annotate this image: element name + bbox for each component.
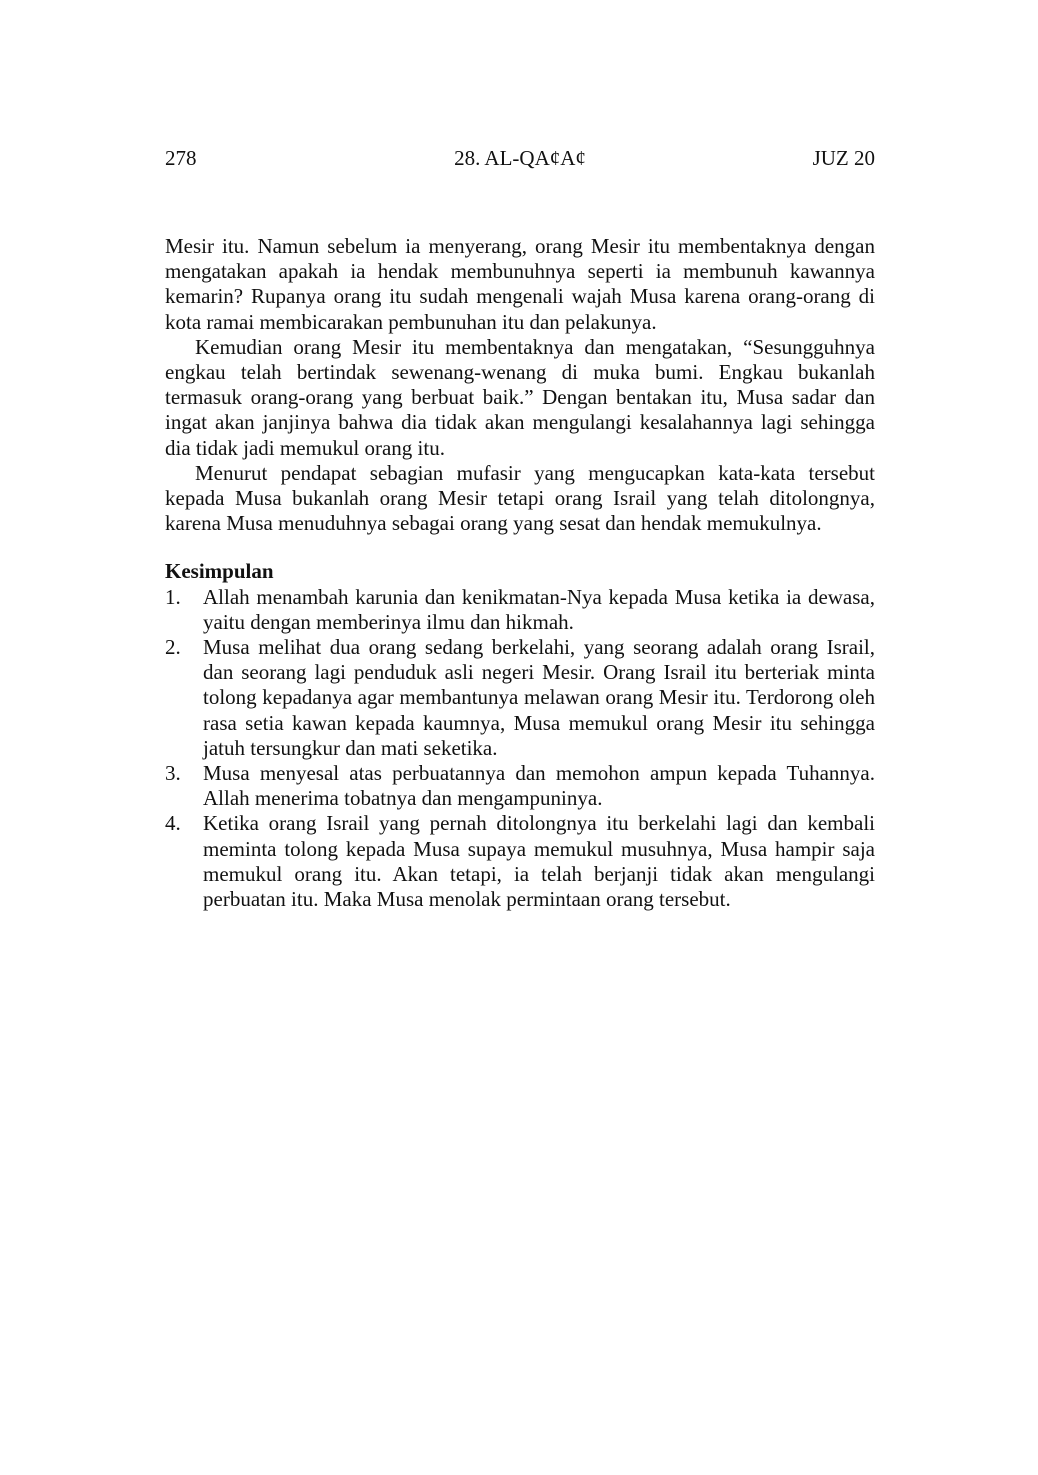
list-item-text: Ketika orang Israil yang pernah ditolongnya itu berkelahi lagi dan kembali meminta tolong kepada Musa supaya memukul musuhnya, Musa hampir saja memukul orang itu. Akan tetapi, ia telah berjanji tidak akan mengulangi perbuatan itu. Maka Musa menolak permintaan orang tersebut. <box>203 811 875 912</box>
juz-label: JUZ 20 <box>812 146 875 170</box>
paragraph: Mesir itu. Namun sebelum ia menyerang, orang Mesir itu membentaknya dengan mengatakan apakah ia hendak membunuhnya seperti ia membunuh kawannya kemarin? Rupanya orang itu sudah mengenali wajah Musa karena orang-orang di kota ramai membicarakan pembunuhan itu dan pelakunya. <box>165 234 875 334</box>
list-item-number: 3. <box>165 761 181 786</box>
conclusion-list <box>165 585 875 913</box>
list-item-text: Musa melihat dua orang sedang berkelahi, yang seorang adalah orang Israil, dan seorang lagi penduduk asli negeri Mesir. Orang Israil itu berteriak minta tolong kepadanya agar membantunya melawan orang Mesir itu. Terdorong oleh rasa setia kawan kepada kaumnya, Musa memukul orang Mesir itu sehingga jatuh tersungkur dan mati seketika. <box>203 635 875 760</box>
body-text <box>165 234 875 912</box>
list-item-number: 1. <box>165 584 181 609</box>
section-heading-kesimpulan: Kesimpulan <box>165 559 274 584</box>
list-item <box>165 811 875 912</box>
list-item <box>165 761 875 811</box>
list-item <box>165 585 875 635</box>
list-item <box>165 635 875 761</box>
paragraph: Kemudian orang Mesir itu membentaknya dan mengatakan, “Sesungguhnya engkau telah bertindak sewenang-wenang di muka bumi. Engkau bukanlah termasuk orang-orang yang berbuat baik.” Dengan bentakan itu, Musa sadar dan ingat akan janjinya bahwa dia tidak akan mengulangi kesalahannya lagi sehingga dia tidak jadi memukul orang itu. <box>165 334 875 460</box>
chapter-title: 28. AL-QA¢A¢ <box>454 146 586 170</box>
list-item-number: 4. <box>165 811 181 836</box>
list-item-number: 2. <box>165 635 181 660</box>
list-item-text: Musa menyesal atas perbuatannya dan memohon ampun kepada Tuhannya. Allah menerima tobatnya dan mengampuninya. <box>203 761 875 811</box>
paragraph: Menurut pendapat sebagian mufasir yang mengucapkan kata-kata tersebut kepada Musa bukanlah orang Mesir tetapi orang Israil yang telah ditolongnya, karena Musa menuduhnya sebagai orang yang sesat dan hendak memukulnya. <box>165 460 875 536</box>
page-number: 278 <box>165 146 197 170</box>
running-header <box>165 145 875 175</box>
list-item-text: Allah menambah karunia dan kenikmatan-Nya kepada Musa ketika ia dewasa, yaitu dengan memberinya ilmu dan hikmah. <box>203 584 875 634</box>
